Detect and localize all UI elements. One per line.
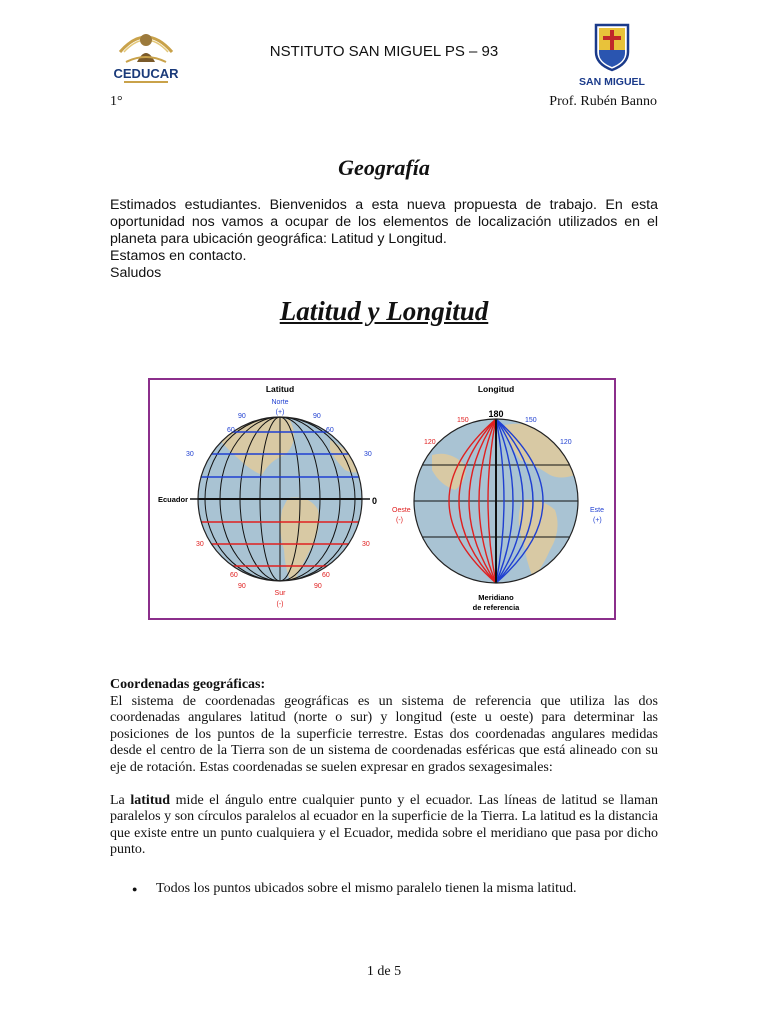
lon-120-west: 120 [424,439,436,446]
latitude-globe [190,416,370,585]
bullet-list [110,881,658,898]
lon-120-east: 120 [560,439,572,446]
longitud-caption: Longitud [477,384,515,394]
west-sign: (-) [396,517,403,524]
body-paragraph-2: La latitud mide el ángulo entre cualquier punto y el ecuador. Las líneas de latitud se llaman paralelos y son círculos paralelos al ecuador en la superficie de la Tierra. La latitud es la distancia que existe entre un punto cualquiera y el Ecuador, medida sobre el meridiano que pasa por dicho punto. [110,792,659,858]
section-title: Latitud y Longitud [279,296,489,326]
lat-90s-right: 90 [314,583,322,590]
lat-30n-left: 30 [186,451,194,458]
east-sign: (+) [593,517,602,524]
lat-long-figure [148,378,616,620]
body-paragraph-1: El sistema de coordenadas geográficas es un sistema de referencia que utiliza las dos coordenadas angulares latitud (norte o sur) y longitud (este u oeste) para determinar las posiciones de los puntos de la superficie terrestre. Estas dos coordenadas angulares medidas desde el centro de la Tierra son de un sistema de coordenadas esféricas que está alineado con su eje de rotación. Estas coordenadas se suelen expresar en grados sexagesimales: [110,693,658,775]
teacher-name: Prof. Rubén Banno [549,94,657,109]
svg-text:SAN MIGUEL: SAN MIGUEL [579,76,645,88]
intro-contact: Estamos en contacto. [110,248,247,264]
lat-90s-left: 90 [238,583,246,590]
lat-90-left: 90 [238,413,246,420]
bullet-item: ● Todos los puntos ubicados sobre el mismo paralelo tienen la misma latitud. [110,881,658,898]
lat-60s-left: 60 [230,572,238,579]
page-number: 1 de 5 [366,964,402,979]
east-label: Este [590,507,605,514]
zero-label: 0 [372,496,378,506]
lat-30n-right: 30 [364,451,372,458]
subject-title: Geografía [338,155,430,180]
body-text [110,677,658,898]
north-label: Norte [271,399,289,406]
intro-text [110,197,658,282]
intro-greeting: Saludos [110,265,162,281]
svg-text:CEDUCAR: CEDUCAR [113,66,179,81]
lon-150-east: 150 [525,417,537,424]
lat-60n-left: 60 [227,427,235,434]
body-heading: Coordenadas geográficas: [110,677,266,692]
lat-60s-right: 60 [322,572,330,579]
lat-30s-right: 30 [362,541,370,548]
lat-60n-right: 60 [326,427,334,434]
grade-label: 1° [110,94,123,109]
intro-paragraph: Estimados estudiantes. Bienvenidos a esta nueva propuesta de trabajo. En esta oportunidad nos vamos a ocupar de los elementos de localización utilizados en el planeta para ubicación geográfica: Latitud y Longitud. [110,197,658,247]
meridian-label-1: Meridiano [478,593,514,602]
latitud-term: latitud [130,792,171,808]
lat-30s-left: 30 [196,541,204,548]
lon-180-label: 180 [488,409,504,419]
latitud-caption: Latitud [265,384,295,394]
lat-90-right: 90 [313,413,321,420]
longitude-globe [410,419,582,583]
meridian-label-2: de referencia [472,603,520,612]
south-sign: (-) [276,601,284,608]
ecuador-label: Ecuador [158,495,189,504]
north-sign: (+) [275,409,285,416]
institute-title: NSTITUTO SAN MIGUEL PS – 93 [269,43,499,60]
san-miguel-logo [574,22,650,88]
lon-150-west: 150 [457,417,469,424]
west-label: Oeste [392,507,411,514]
south-label: Sur [274,590,286,597]
